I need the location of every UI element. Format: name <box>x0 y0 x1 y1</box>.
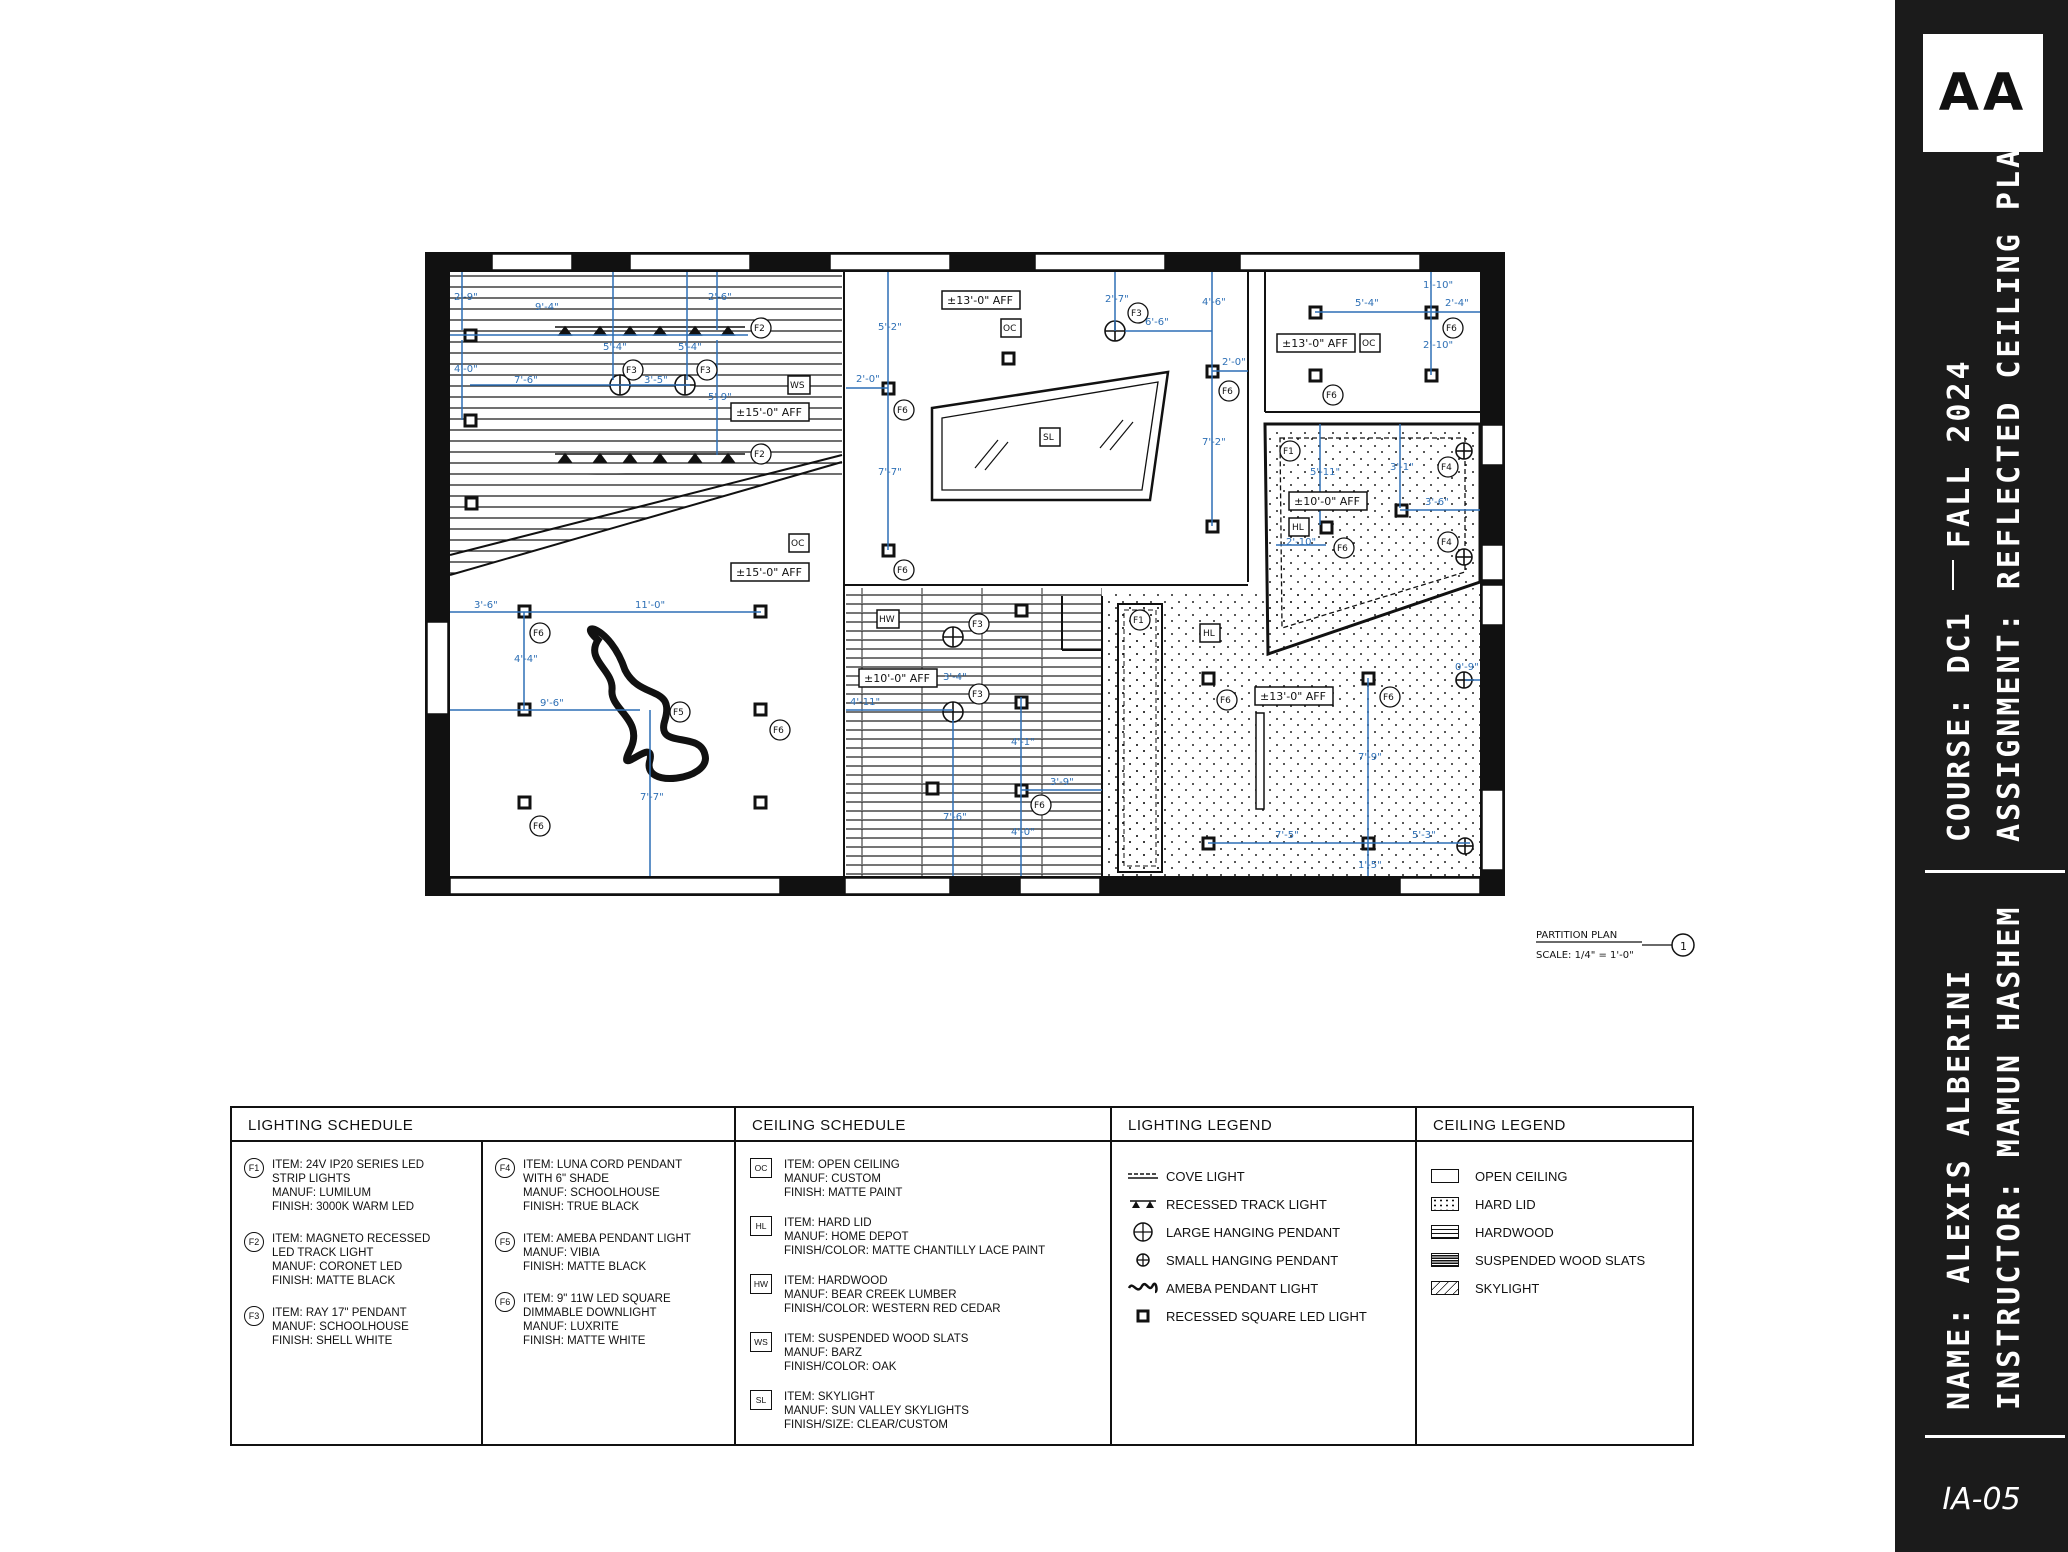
lighting-legend-header: LIGHTING LEGEND <box>1112 1108 1415 1142</box>
svg-text:F4: F4 <box>1441 463 1452 473</box>
cove-light-icon <box>1126 1171 1160 1181</box>
svg-text:F6: F6 <box>773 726 784 736</box>
svg-text:5'-11": 5'-11" <box>1310 467 1341 478</box>
lighting-schedule-header: LIGHTING SCHEDULE <box>232 1108 734 1142</box>
svg-text:7'-5": 7'-5" <box>1275 830 1299 841</box>
svg-text:F3: F3 <box>700 366 711 376</box>
lighting-legend <box>1112 1108 1417 1444</box>
svg-text:11'-0": 11'-0" <box>635 600 666 611</box>
svg-text:HW: HW <box>879 615 895 625</box>
svg-text:OC: OC <box>791 539 805 549</box>
svg-text:3'-6": 3'-6" <box>1425 497 1449 508</box>
divider <box>1925 1435 2065 1438</box>
svg-text:F5: F5 <box>673 708 684 718</box>
svg-text:4'-1": 4'-1" <box>1011 737 1035 748</box>
svg-text:F3: F3 <box>972 690 983 700</box>
hardwood-swatch <box>1431 1225 1459 1239</box>
svg-text:2'-0": 2'-0" <box>856 374 880 385</box>
svg-text:5'-4": 5'-4" <box>678 342 702 353</box>
small-pendant-icon <box>1126 1251 1160 1269</box>
svg-text:7'-7": 7'-7" <box>878 467 902 478</box>
ceiling-schedule-header: CEILING SCHEDULE <box>736 1108 1110 1142</box>
svg-text:F6: F6 <box>897 406 908 416</box>
svg-text:3'-4": 3'-4" <box>943 672 967 683</box>
svg-text:7'-6": 7'-6" <box>514 375 538 386</box>
svg-text:F6: F6 <box>1220 696 1231 706</box>
hard-lid-swatch <box>1431 1197 1459 1211</box>
svg-text:7'-2": 7'-2" <box>1202 437 1226 448</box>
ameba-pendant-icon <box>590 629 705 779</box>
svg-text:4'-0": 4'-0" <box>454 364 478 375</box>
svg-text:4'-0": 4'-0" <box>1011 827 1035 838</box>
svg-text:1'-10": 1'-10" <box>1423 280 1454 291</box>
instructor-name: INSTRUCTOR: MAMUN HASHEM <box>1992 904 2027 1410</box>
large-pendant-icon <box>1126 1221 1160 1243</box>
schedule-item-ws: WS ITEM: SUSPENDED WOOD SLATS MANUF: BARZ FINISH/COLOR: OAK <box>750 1332 1102 1374</box>
divider <box>1925 870 2065 873</box>
legend-large-pendant: LARGE HANGING PENDANT <box>1126 1218 1407 1246</box>
square-led-icon <box>1126 1308 1160 1324</box>
assignment-label: ASSIGNMENT: REFLECTED CEILING PLAN <box>1992 125 2027 842</box>
svg-text:F6: F6 <box>1383 693 1394 703</box>
legend-track-light: RECESSED TRACK LIGHT <box>1126 1190 1407 1218</box>
title-block <box>1895 0 2068 1552</box>
svg-text:F1: F1 <box>1133 616 1144 626</box>
svg-text:±10'-0" AFF: ±10'-0" AFF <box>1294 495 1360 508</box>
ceiling-legend-header: CEILING LEGEND <box>1417 1108 1692 1142</box>
legend-ameba-pendant: AMEBA PENDANT LIGHT <box>1126 1274 1407 1302</box>
svg-text:F2: F2 <box>754 450 765 460</box>
svg-text:2'-7": 2'-7" <box>1105 294 1129 305</box>
svg-text:4'-11": 4'-11" <box>850 697 881 708</box>
schedule-item-sl: SL ITEM: SKYLIGHT MANUF: SUN VALLEY SKYLIGHTS FINISH/SIZE: CLEAR/CUSTOM <box>750 1390 1102 1432</box>
svg-text:SCALE: 1/4" = 1'-0": SCALE: 1/4" = 1'-0" <box>1536 950 1634 961</box>
svg-text:±15'-0" AFF: ±15'-0" AFF <box>736 566 802 579</box>
svg-text:7'-6": 7'-6" <box>943 812 967 823</box>
svg-text:±15'-0" AFF: ±15'-0" AFF <box>736 406 802 419</box>
ameba-pendant-icon <box>1126 1280 1160 1296</box>
ceiling-zones <box>450 272 1485 878</box>
svg-text:OC: OC <box>1362 339 1376 349</box>
svg-text:HL: HL <box>1203 629 1215 639</box>
hardwood-detail <box>1256 713 1264 809</box>
svg-text:F3: F3 <box>626 366 637 376</box>
svg-text:3'-6": 3'-6" <box>474 600 498 611</box>
svg-text:7'-9": 7'-9" <box>1358 752 1382 763</box>
course-label: COURSE: DC1 <box>1942 610 1977 842</box>
svg-text:PARTITION PLAN: PARTITION PLAN <box>1536 930 1618 941</box>
svg-text:F1: F1 <box>1283 447 1294 457</box>
svg-text:2'-9": 2'-9" <box>454 292 478 303</box>
svg-text:SL: SL <box>1043 433 1054 443</box>
svg-text:F6: F6 <box>1337 544 1348 554</box>
legend-open-ceiling: OPEN CEILING <box>1431 1162 1684 1190</box>
schedule-item-f5: F5 ITEM: AMEBA PENDANT LIGHT MANUF: VIBIA FINISH: MATTE BLACK <box>495 1232 728 1274</box>
legend-hard-lid: HARD LID <box>1431 1190 1684 1218</box>
svg-text:5'-4": 5'-4" <box>603 342 627 353</box>
legend-small-pendant: SMALL HANGING PENDANT <box>1126 1246 1407 1274</box>
lighting-schedule <box>232 1108 736 1444</box>
svg-text:0'-9": 0'-9" <box>1455 662 1479 673</box>
svg-text:3'-5": 3'-5" <box>644 375 668 386</box>
wood-slats-swatch <box>1431 1253 1459 1267</box>
svg-text:F6: F6 <box>1034 801 1045 811</box>
svg-text:±10'-0" AFF: ±10'-0" AFF <box>864 672 930 685</box>
divider <box>1952 560 1954 590</box>
svg-text:2'-10": 2'-10" <box>1423 340 1454 351</box>
svg-text:5'-2": 5'-2" <box>878 322 902 333</box>
svg-text:F4: F4 <box>1441 538 1452 548</box>
svg-text:1'-5": 1'-5" <box>1358 860 1382 871</box>
svg-text:F6: F6 <box>1222 387 1233 397</box>
svg-text:9'-4": 9'-4" <box>535 302 559 313</box>
plan-title <box>1536 930 1694 961</box>
svg-text:1: 1 <box>1680 940 1687 953</box>
svg-text:F6: F6 <box>1326 391 1337 401</box>
svg-text:2'-6": 2'-6" <box>708 292 732 303</box>
svg-text:3'-9": 3'-9" <box>1050 777 1074 788</box>
svg-text:±13'-0" AFF: ±13'-0" AFF <box>1282 337 1348 350</box>
svg-text:5'-9": 5'-9" <box>708 392 732 403</box>
svg-text:5'-3": 5'-3" <box>1412 830 1436 841</box>
svg-text:2'-0": 2'-0" <box>1222 357 1246 368</box>
svg-text:F2: F2 <box>754 324 765 334</box>
svg-text:F6: F6 <box>533 629 544 639</box>
ceiling-legend <box>1417 1108 1692 1444</box>
svg-text:F3: F3 <box>972 620 983 630</box>
cove-strip <box>1118 604 1162 872</box>
svg-text:F6: F6 <box>533 822 544 832</box>
svg-text:7'-7": 7'-7" <box>640 792 664 803</box>
open-ceiling-swatch <box>1431 1169 1459 1183</box>
svg-text:±13'-0" AFF: ±13'-0" AFF <box>947 294 1013 307</box>
svg-text:2'-4": 2'-4" <box>1445 298 1469 309</box>
svg-text:WS: WS <box>790 381 805 391</box>
term-label: FALL 2024 <box>1942 358 1977 548</box>
svg-text:9'-6": 9'-6" <box>540 698 564 709</box>
svg-text:F3: F3 <box>1131 309 1142 319</box>
legend-wood-slats: SUSPENDED WOOD SLATS <box>1431 1246 1684 1274</box>
student-name: NAME: ALEXIS ALBERINI <box>1942 967 1977 1410</box>
sheet-number: IA-05 <box>1942 1482 2021 1517</box>
schedule-table <box>230 1106 1694 1446</box>
schedule-item-oc: OC ITEM: OPEN CEILING MANUF: CUSTOM FINISH: MATTE PAINT <box>750 1158 1102 1200</box>
schedule-item-f4: F4 ITEM: LUNA CORD PENDANT WITH 6" SHADE MANUF: SCHOOLHOUSE FINISH: TRUE BLACK <box>495 1158 728 1214</box>
svg-text:F6: F6 <box>1446 324 1457 334</box>
schedule-item-f1: F1 ITEM: 24V IP20 SERIES LED STRIP LIGHTS MANUF: LUMILUM FINISH: 3000K WARM LED <box>244 1158 475 1214</box>
schedule-item-hw: HW ITEM: HARDWOOD MANUF: BEAR CREEK LUMBER FINISH/COLOR: WESTERN RED CEDAR <box>750 1274 1102 1316</box>
legend-hardwood: HARDWOOD <box>1431 1218 1684 1246</box>
svg-text:OC: OC <box>1003 324 1017 334</box>
legend-cove-light: COVE LIGHT <box>1126 1162 1407 1190</box>
skylight-swatch <box>1431 1281 1459 1295</box>
legend-skylight: SKYLIGHT <box>1431 1274 1684 1302</box>
svg-text:4'-4": 4'-4" <box>514 654 538 665</box>
ceiling-schedule <box>736 1108 1112 1444</box>
schedule-item-f2: F2 ITEM: MAGNETO RECESSED LED TRACK LIGHT MANUF: CORONET LED FINISH: MATTE BLACK <box>244 1232 475 1288</box>
svg-text:±13'-0" AFF: ±13'-0" AFF <box>1260 690 1326 703</box>
legend-square-led: RECESSED SQUARE LED LIGHT <box>1126 1302 1407 1330</box>
schedule-item-f6: F6 ITEM: 9" 11W LED SQUARE DIMMABLE DOWNLIGHT MANUF: LUXRITE FINISH: MATTE WHITE <box>495 1292 728 1348</box>
track-light-icon <box>1126 1197 1160 1211</box>
svg-text:2'-10": 2'-10" <box>1286 537 1317 548</box>
svg-text:5'-4": 5'-4" <box>1355 298 1379 309</box>
svg-text:4'-6": 4'-6" <box>1202 297 1226 308</box>
svg-text:3'-1": 3'-1" <box>1390 462 1414 473</box>
svg-text:6'-6": 6'-6" <box>1145 317 1169 328</box>
svg-text:F6: F6 <box>897 566 908 576</box>
schedule-item-hl: HL ITEM: HARD LID MANUF: HOME DEPOT FINISH/COLOR: MATTE CHANTILLY LACE PAINT <box>750 1216 1102 1258</box>
svg-text:HL: HL <box>1292 523 1304 533</box>
schedule-item-f3: F3 ITEM: RAY 17" PENDANT MANUF: SCHOOLHOUSE FINISH: SHELL WHITE <box>244 1306 475 1348</box>
logo: AA <box>1923 34 2043 152</box>
